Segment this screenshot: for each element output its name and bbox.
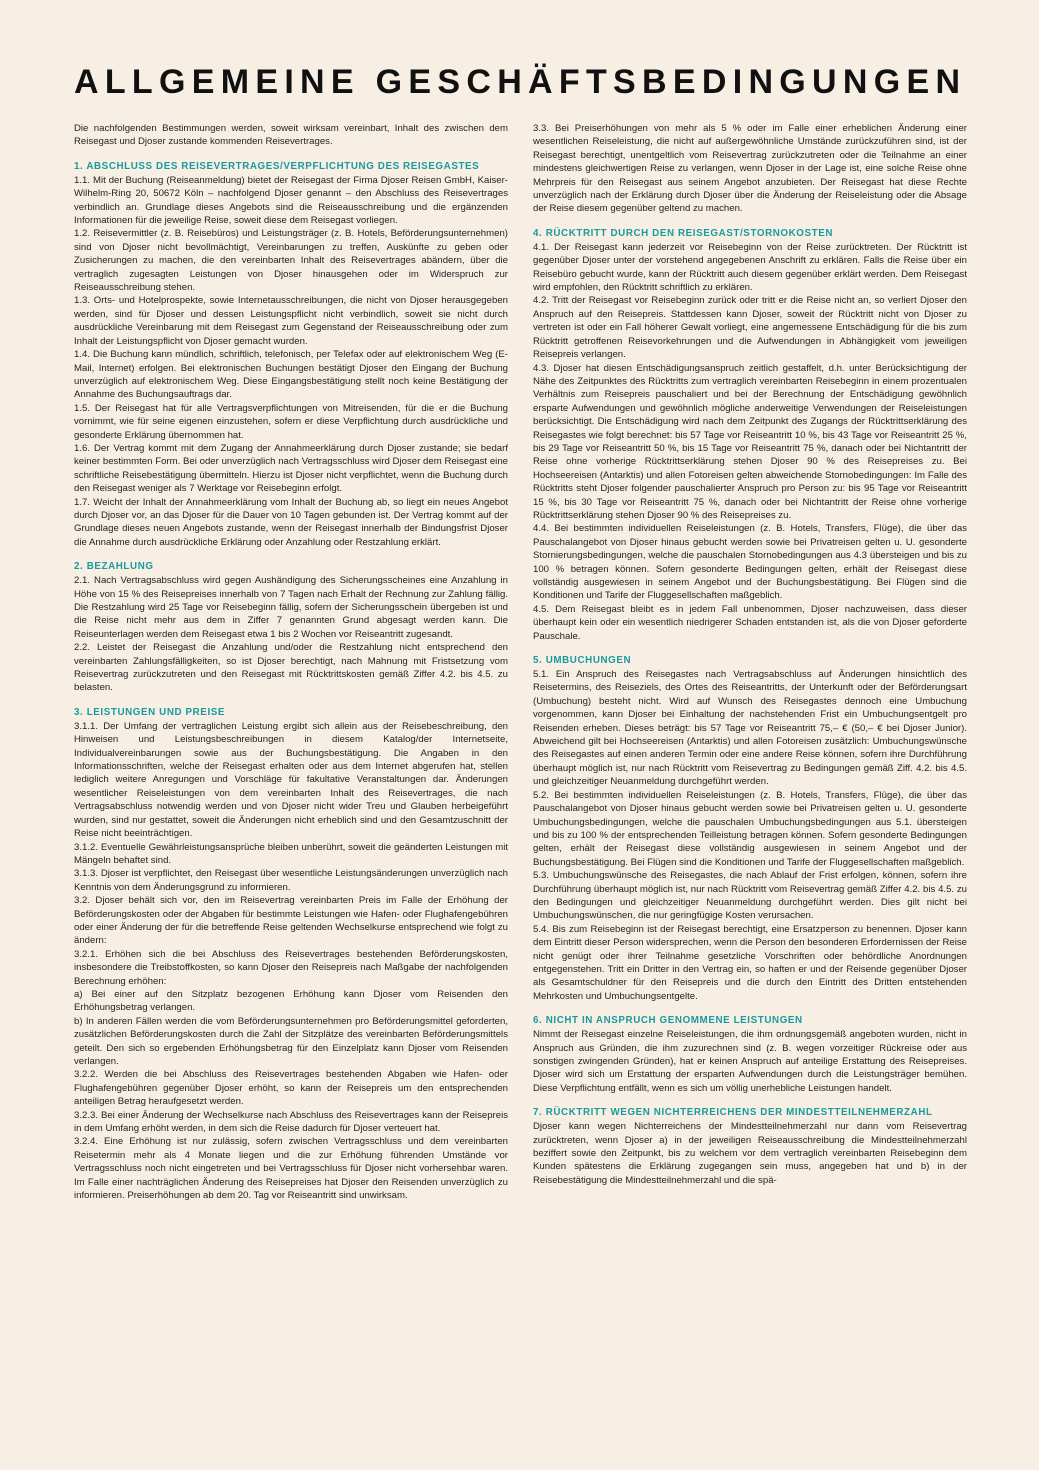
text-columns bbox=[74, 122, 967, 1432]
paragraph-1-4: 1.4. Die Buchung kann mündlich, schriftlich, telefonisch, per Telefax oder auf elektronischem Weg (E-Mail, Internet) erfolgen. Bei elektronischen Buchungen bestätigt Djoser den Eingang der Buchung unverzüglich auf elektronischem Weg. Diese Eingangsbestätigung stellt noch keine Bestätigung der Annahme des Buchungsauftrags dar. bbox=[74, 349, 508, 401]
paragraph-3-2: 3.2. Djoser behält sich vor, den im Reisevertrag vereinbarten Preis im Falle der Erhöhung der Beförderungskosten oder der Abgaben für bestimmte Leistungen wie Hafen- oder Flughafengebühren oder einer Änderung der für die betreffende Reise geltenden Wechselkurse entsprechend wie folgt zu ändern: bbox=[74, 895, 508, 947]
section-6-heading: 6. NICHT IN ANSPRUCH GENOMMENE LEISTUNGEN bbox=[533, 1015, 803, 1027]
paragraph-3-2-2: 3.2.2. Werden die bei Abschluss des Reisevertrages bestehenden Abgaben wie Hafen- oder Flughafengebühren gegenüber Djoser erhöht, so kann der Reisepreis um den entsprechenden anteiligen Betrag heraufgesetzt werden. bbox=[74, 1069, 508, 1108]
section-3-heading: 3. LEISTUNGEN UND PREISE bbox=[74, 706, 226, 718]
paragraph-5-1: 5.1. Ein Anspruch des Reisegastes nach Vertragsabschluss auf Änderungen hinsichtlich des Reisetermins, des Reiseziels, des Ortes des Reiseantritts, der Unterkunft oder der Beförderungsart (Umbuchung) besteht nicht. Wird auf Wunsch des Reisegastes dennoch eine Umbuchung vorgenommen, kann Djoser bei Einhaltung der nachstehenden Frist ein Umbuchungsentgelt pro Reisenden erheben. Dieses beträgt: bis 57 Tage vor Reiseantritt 75,– € (50,– € bei Djoser Junior). Abweichend gilt bei Hochseereisen (Antarktis) und allen Fotoreisen zusätzlich: Umbuchungswünsche des Reisegastes auf einen anderen Termin oder eine andere Reise können, sofern ihre Durchführung überhaupt möglich ist, nur nach Rücktritt vom Reisevertrag zu Bedingungen gemäß Ziff. 4.2. bis 4.5. und gleichzeitiger Neuanmeldung durchgeführt werden. bbox=[533, 669, 967, 788]
paragraph-2-2: 2.2. Leistet der Reisegast die Anzahlung und/oder die Restzahlung nicht entsprechend den vereinbarten Zahlungsfälligkeiten, so ist Djoser berechtigt, nach Mahnung mit Fristsetzung vom Reisevertrag zurückzutreten und den Reisegast mit Rücktrittskosten gemäß Ziffer 4.2. bis 4.5. zu belasten. bbox=[74, 642, 508, 694]
paragraph-1-1: 1.1. Mit der Buchung (Reiseanmeldung) bietet der Reisegast der Firma Djoser Reisen GmbH, Kaiser-Wilhelm-Ring 20, 50672 Köln – nachfolgend Djoser genannt – den Abschluss des Reisevertrages verbindlich an. Grundlage dieses Angebots sind die Reiseausschreibung und die ergänzenden Informationen für die jeweilige Reise, soweit diese dem Reisegast vorliegen. bbox=[74, 174, 508, 227]
paragraph-1-2: 1.2. Reisevermittler (z. B. Reisebüros) und Leistungsträger (z. B. Hotels, Beförderungsunternehmen) sind von Djoser nicht bevollmächtigt, Vereinbarungen zu treffen, Auskünfte zu geben oder Zusicherungen zu machen, die den vereinbarten Inhalt des Reisevertrages abändern, über die vertraglich zugesagten Leistungen von Djoser hinausgehen oder im Widerspruch zur Reiseausschreibung stehen. bbox=[74, 228, 508, 294]
paragraph-1-6: 1.6. Der Vertrag kommt mit dem Zugang der Annahmeerklärung durch Djoser zustande; sie bedarf keiner bestimmten Form. Bei oder unverzüglich nach Vertragsschluss wird Djoser dem Reisegast eine schriftliche Reisebestätigung übermitteln. Hierzu ist Djoser nicht verpflichtet, wenn die Buchung durch den Reisegast weniger als 7 Werktage vor Reisebeginn erfolgt. bbox=[74, 442, 508, 495]
paragraph-3-2-4: 3.2.4. Eine Erhöhung ist nur zulässig, sofern zwischen Vertragsschluss und dem vereinbarten Reisetermin mehr als 4 Monate liegen und die zur Erhöhung führenden Umstände vor Vertragsschluss noch nicht eingetreten und bei Vertragsschluss für Djoser nicht vorhersehbar waren. Im Falle einer nachträglichen Änderung des Reisepreises hat Djoser den Reisenden unverzüglich zu informieren. Preiserhöhungen ab dem 20. Tag vor Reiseantritt sind unwirksam. bbox=[74, 1136, 508, 1202]
paragraph-1-5: 1.5. Der Reisegast hat für alle Vertragsverpflichtungen von Mitreisenden, für die er die Buchung vornimmt, wie für seine eigenen einzustehen, sofern er diese Verpflichtung durch ausdrückliche und gesonderte Erklärung übernommen hat. bbox=[74, 402, 508, 441]
section-1-heading: 1. ABSCHLUSS DES REISEVERTRAGES/VERPFLICHTUNG DES REISEGASTES bbox=[74, 160, 480, 172]
paragraph-5-2: 5.2. Bei bestimmten individuellen Reiseleistungen (z. B. Hotels, Transfers, Flüge), die über das Pauschalangebot von Djoser hinaus gebucht werden sowie bei Privatreisen gelten u. U. gesonderte Umbuchungsbedingungen, welche die pauschalen Umbuchungsbedingungen aus 5.1. übersteigen und bis zu 100 % der entsprechenden Teilleistung betragen können. Sofern gesonderte Bedingungen gelten, erhält der Reisegast diese vollständig ausgewiesen in seinem Angebot und der Buchungsbestätigung. Bei Flügen sind die Konditionen und Tarife der Fluggesellschaften maßgeblich. bbox=[533, 789, 967, 868]
paragraph-3-1-3: 3.1.3. Djoser ist verpflichtet, den Reisegast über wesentliche Leistungsänderungen unverzüglich nach Kenntnis von dem Änderungsgrund zu informieren. bbox=[74, 868, 508, 893]
paragraph-2-1: 2.1. Nach Vertragsabschluss wird gegen Aushändigung des Sicherungsscheines eine Anzahlung in Höhe von 15 % des Reisepreises innerhalb von 7 Tagen nach Erhalt der Rechnung zur Zahlung fällig. Die Restzahlung wird 25 Tage vor Reisebeginn fällig, sofern der Sicherungsschein übergeben ist und die Reise nicht mehr aus dem in Ziffer 7 genannten Grund abgesagt werden kann. Die Reiseunterlagen werden dem Reisegast etwa 1 bis 2 Wochen vor Reiseantritt zugesandt. bbox=[74, 575, 508, 640]
paragraph-3-2-1-b: b) In anderen Fällen werden die vom Beförderungsunternehmen pro Beförderungsmittel geforderten, zusätzlichen Beförderungskosten durch die Zahl der Sitzplätze des vereinbarten Beförderungsmittels geteilt. Den sich so ergebenden Erhöhungsbetrag für den Einzelplatz kann Djoser vom Reisenden verlangen. bbox=[74, 1015, 508, 1067]
paragraph-4-2: 4.2. Tritt der Reisegast vor Reisebeginn zurück oder tritt er die Reise nicht an, so verliert Djoser den Anspruch auf den Reisepreis. Stattdessen kann Djoser, soweit der Rücktritt nicht von Djoser zu vertreten ist oder ein Fall höherer Gewalt vorliegt, eine angemessene Entschädigung für die bis zum Rücktritt getroffenen Reisevorkehrungen und die Aufwendungen in Abhängigkeit vom jeweiligen Reisepreis verlangen. bbox=[533, 295, 967, 361]
paragraph-3-2-1-a: a) Bei einer auf den Sitzplatz bezogenen Erhöhung kann Djoser vom Reisenden den Erhöhungsbetrag verlangen. bbox=[74, 988, 508, 1014]
section-7-heading: 7. RÜCKTRITT WEGEN NICHTERREICHENS DER MINDESTTEILNEHMERZAHL bbox=[533, 1107, 933, 1119]
paragraph-4-3: 4.3. Djoser hat diesen Entschädigungsanspruch zeitlich gestaffelt, d.h. unter Berücksichtigung der Nähe des Zeitpunktes des Rücktritts zum vertraglich vereinbarten Reisebeginn in einem prozentualen Verhältnis zum Reisepreis pauschaliert und bei der Berechnung der Entschädigung gewöhnlich ersparte Aufwendungen und gewöhnlich mögliche anderweitige Verwendungen der Reiseleistungen berücksichtigt. Die Entschädigung wird nach dem Zeitpunkt des Zugangs der Rücktrittserklärung des Reisegastes wie folgt berechnet: bis 57 Tage vor Reiseantritt 10 %, bis 43 Tage vor Reiseantritt 25 %, bis 29 Tage vor Reiseantritt 50 %, bis 15 Tage vor Reiseantritt 75 %, danach oder bei Nichtantritt der Reise ohne vorherige Rücktrittserklärung stehen Djoser 90 % des Reisepreises zu. Bei Hochseereisen (Antarktis) und allen Fotoreisen gelten abweichende Stornobedingungen: Im Falle des Rücktritts steht Djoser folgender pauschalierter Anspruch pro Person zu: bis 95 Tage vor Reiseantritt 15 %, bis 30 Tage vor Reiseantritt 75 %, danach oder bei Nichtantritt der Reise ohne vorherige Rücktrittserklärung stehen Djoser 90 % des Reisepreises zu. bbox=[533, 362, 967, 521]
paragraph-3-2-1: 3.2.1. Erhöhen sich die bei Abschluss des Reisevertrages bestehenden Beförderungskosten, insbesondere die Treibstoffkosten, so kann Djoser den Reisepreis nach Maßgabe der nachfolgenden Berechnung erhöhen: bbox=[74, 948, 508, 987]
section-5-heading: 5. UMBUCHUNGEN bbox=[533, 655, 632, 667]
paragraph-4-5: 4.5. Dem Reisegast bleibt es in jedem Fall unbenommen, Djoser nachzuweisen, dass dieser überhaupt kein oder ein wesentlich niedrigerer Schaden entstanden ist, als die von Djoser geforderte Pauschale. bbox=[533, 603, 967, 642]
paragraph-3-2-3: 3.2.3. Bei einer Änderung der Wechselkurse nach Abschluss des Reisevertrages kann der Reisepreis in dem Umfang erhöht werden, in dem sich die Reise dadurch für Djoser verteuert hat. bbox=[74, 1109, 508, 1135]
right-column bbox=[533, 122, 967, 1432]
paragraph-7: Djoser kann wegen Nichterreichens der Mindestteilnehmerzahl nur dann vom Reisevertrag zurücktreten, wenn Djoser a) in der jeweiligen Reiseausschreibung die Mindestteilnehmerzahl beziffert sowie den Zeitpunkt, bis zu welchem vor dem vertraglich vereinbarten Reisebeginn dem Kunden spätestens die Erklärung zugegangen sein muss, angegeben hat und b) in der Reisebestätigung die Mindestteilnehmerzahl und die spä- bbox=[533, 1121, 967, 1186]
paragraph-4-1: 4.1. Der Reisegast kann jederzeit vor Reisebeginn von der Reise zurücktreten. Der Rücktritt ist gegenüber Djoser unter der vorstehend angegebenen Anschrift zu erklären. Falls die Reise über ein Reisebüro gebucht wurde, kann der Rücktritt auch diesem gegenüber erklärt werden. Dem Reisegast wird empfohlen, den Rücktritt schriftlich zu erklären. bbox=[533, 241, 967, 294]
section-4-heading: 4. RÜCKTRITT DURCH DEN REISEGAST/STORNOKOSTEN bbox=[533, 227, 834, 239]
paragraph-3-1-2: 3.1.2. Eventuelle Gewährleistungsansprüche bleiben unberührt, soweit die geänderten Leistungen mit Mängeln behaftet sind. bbox=[74, 841, 508, 866]
paragraph-4-4: 4.4. Bei bestimmten individuellen Reiseleistungen (z. B. Hotels, Transfers, Flüge), die über das Pauschalangebot von Djoser hinaus gebucht werden sowie bei Privatreisen gelten u. U. gesonderte Stornierungsbedingungen, welche die pauschalen Stornobedingungen aus 4.3 übersteigen und bis zu 100 % betragen können. Sofern gesonderte Bedingungen gelten, erhält der Reisegast diese vollständig ausgewiesen in seinem Angebot und der Buchungsbestätigung. Bei Flügen sind die Konditionen und Tarife der Fluggesellschaften maßgeblich. bbox=[533, 523, 967, 602]
paragraph-5-3: 5.3. Umbuchungswünsche des Reisegastes, die nach Ablauf der Frist erfolgen, können, sofern ihre Durchführung überhaupt möglich ist, nur nach Rücktritt vom Reisevertrag gemäß Ziffer 4.2. bis 4.5. zu den Bedingungen und gleichzeitiger Neuanmeldung durchgeführt werden. Dies gilt nicht bei Umbuchungswünschen, die nur geringfügige Kosten verursachen. bbox=[533, 870, 967, 922]
paragraph-6: Nimmt der Reisegast einzelne Reiseleistungen, die ihm ordnungsgemäß angeboten wurden, nicht in Anspruch aus Gründen, die ihm zuzurechnen sind (z. B. wegen vorzeitiger Rückreise oder aus sonstigen zwingenden Gründen), hat er keinen Anspruch auf anteilige Erstattung des Reisepreises. Djoser wird sich um Erstattung der ersparten Aufwendungen durch die Leistungsträger bemühen. Diese Verpflichtung entfällt, wenn es sich um völlig unerhebliche Leistungen handelt. bbox=[533, 1029, 967, 1094]
paragraph-1-3: 1.3. Orts- und Hotelprospekte, sowie Internetausschreibungen, die nicht von Djoser herausgegeben werden, sind für Djoser und dessen Leistungspflicht nicht verbindlich, soweit sie nicht durch ausdrückliche Vereinbarung mit dem Reisegast zum Gegenstand der Reiseausschreibung oder zum Inhalt der Leistungspflicht von Djoser gemacht wurden. bbox=[74, 295, 508, 347]
left-column bbox=[74, 122, 508, 1432]
page-title: ALLGEMEINE GESCHÄFTSBEDINGUNGEN bbox=[74, 63, 967, 101]
paragraph-3-3: 3.3. Bei Preiserhöhungen von mehr als 5 % oder im Falle einer erheblichen Änderung einer wesentlichen Reiseleistung, die nicht auf außergewöhnliche Umstände zurückzuführen sind, ist der Reisegast berechtigt, unentgeltlich vom Reisevertrag zurückzutreten oder die Teilnahme an einer mindestens gleichwertigen Reise zu verlangen, wenn Djoser in der Lage ist, eine solche Reise ohne Mehrpreis für den Reisegast aus seinem Angebot anzubieten. Der Reisegast hat diese Rechte unverzüglich nach der Erklärung durch Djoser über die Änderung der Reiseleistung oder die Absage der Reise diesem gegenüber geltend zu machen. bbox=[533, 123, 967, 215]
intro-paragraph: Die nachfolgenden Bestimmungen werden, soweit wirksam vereinbart, Inhalt des zwischen dem Reisegast und Djoser zustande kommenden Reisevertrages. bbox=[74, 123, 508, 148]
paragraph-1-7: 1.7. Weicht der Inhalt der Annahmeerklärung vom Inhalt der Buchung ab, so liegt ein neues Angebot durch Djoser vor, an das Djoser für die Dauer von 10 Tagen gebunden ist. Der Vertrag kommt auf der Grundlage dieses neuen Angebots zustande, wenn der Reisegast innerhalb der Bindungsfrist Djoser die Annahme durch ausdrückliche Erklärung oder Anzahlung oder Restzahlung erklärt. bbox=[74, 496, 508, 548]
paragraph-3-1-1: 3.1.1. Der Umfang der vertraglichen Leistung ergibt sich allein aus der Reisebeschreibung, den Hinweisen und Leistungsbeschreibungen in diesem Katalog/der Internetseite, Individualvereinbarungen sowie aus der Buchungsbestätigung. Die Angaben in den Informationsschriften, welche der Reisegast erhalten oder aus dem Internet abgerufen hat, stellen lediglich weitere Anregungen und Vorschläge für fakultative Veranstaltungen dar. Änderungen wesentlicher Reiseleistungen von dem vereinbarten Inhalt des Reisevertrages, die nach Vertragsabschluss notwendig werden und von Djoser nicht wider Treu und Glauben herbeigeführt wurden, sind nur gestattet, soweit die Änderungen nicht erheblich sind und den Gesamtzuschnitt der Reise nicht beeinträchtigen. bbox=[74, 720, 508, 840]
paragraph-5-4: 5.4. Bis zum Reisebeginn ist der Reisegast berechtigt, eine Ersatzperson zu benennen. Djoser kann dem Eintritt dieser Person widersprechen, wenn die Person den besonderen Erfordernissen der Reise nicht genügt oder ihrer Teilnahme gesetzliche Vorschriften oder behördliche Anordnungen entgegenstehen. Tritt ein Dritter in den Vertrag ein, so haften er und der Reisende gegenüber Djoser als Gesamtschuldner für den Reisepreis und die durch den Eintritt des Dritten entstehenden Mehrkosten und Umbuchungsentgelte. bbox=[533, 923, 967, 1002]
section-2-heading: 2. BEZAHLUNG bbox=[74, 561, 154, 573]
